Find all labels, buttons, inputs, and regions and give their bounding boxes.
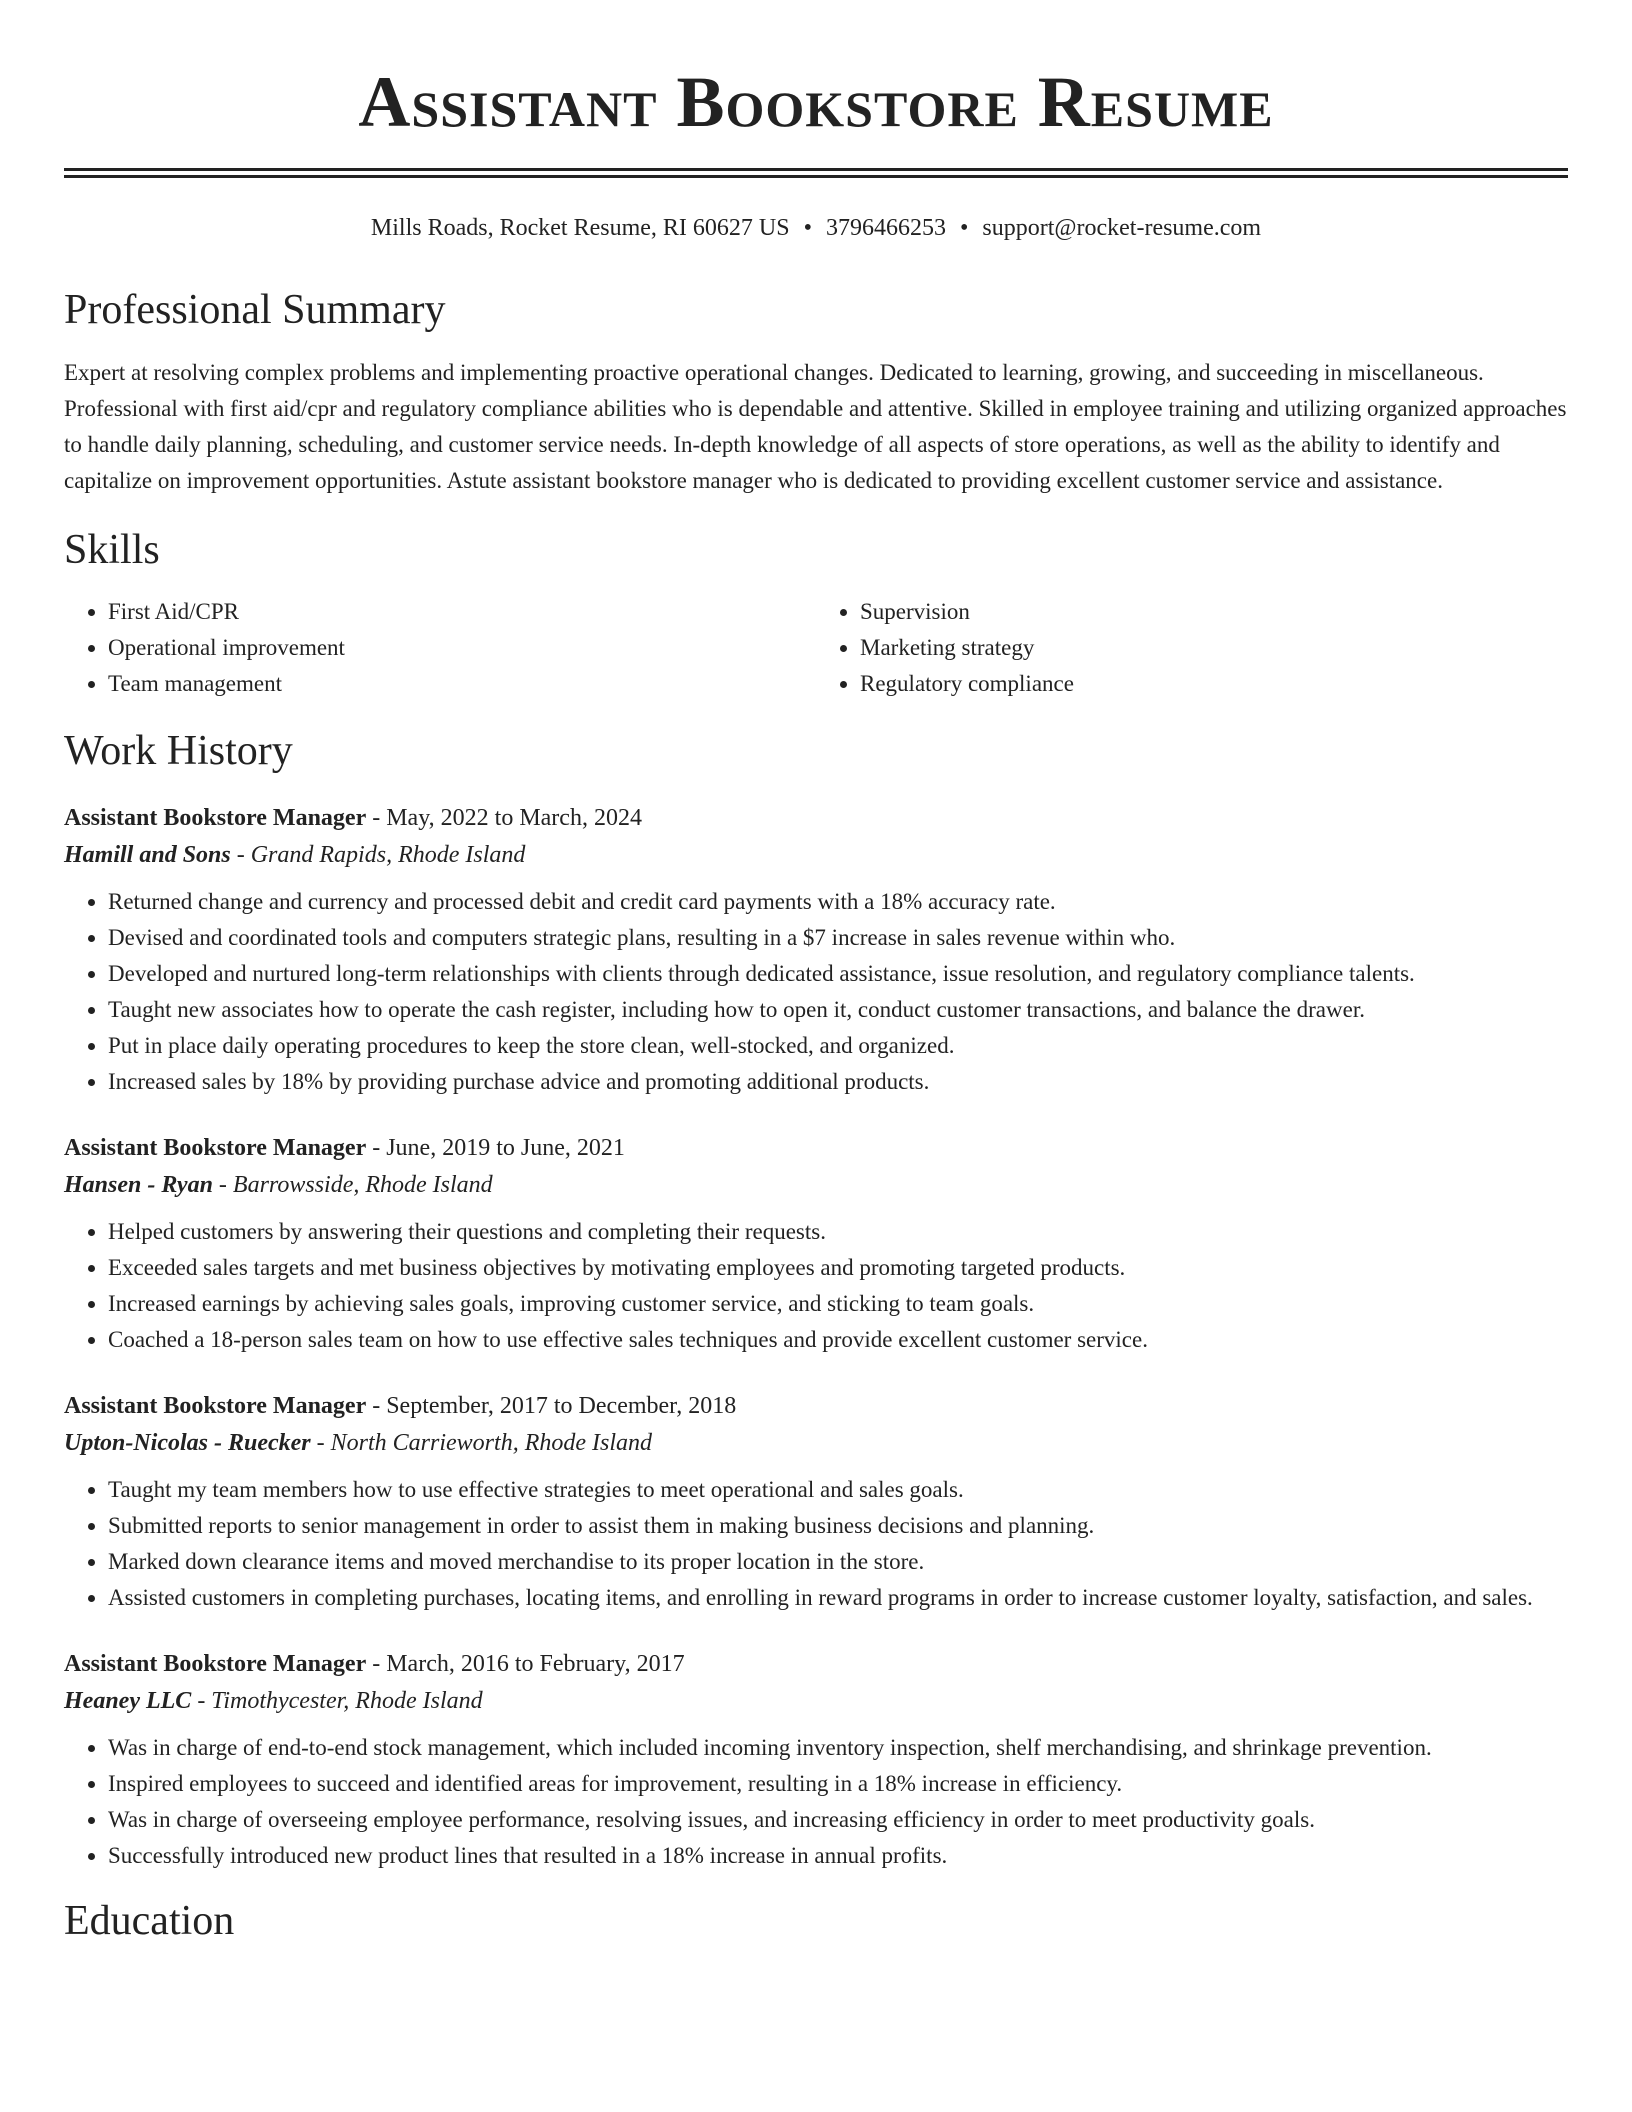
job-bullet: • Was in charge of overseeing employee performance, resolving issues, and increasing efficiency in order to meet productivity goals. xyxy=(108,1802,1568,1838)
job-title-line xyxy=(64,800,1568,836)
job-location: - North Carrieworth, Rhode Island xyxy=(310,1429,652,1456)
job-role: Assistant Bookstore Manager xyxy=(64,1392,367,1419)
job-company: Hamill and Sons xyxy=(64,841,231,868)
skill-item: • Team management xyxy=(108,666,816,702)
job-location: - Grand Rapids, Rhode Island xyxy=(230,841,526,868)
job-location: - Barrowsside, Rhode Island xyxy=(212,1171,493,1198)
job-location: - Timothycester, Rhode Island xyxy=(191,1687,483,1714)
job-entry xyxy=(64,800,1568,1100)
job-entry xyxy=(64,1646,1568,1874)
skills-heading: Skills xyxy=(64,527,160,574)
job-dates: - September, 2017 to December, 2018 xyxy=(366,1392,737,1419)
job-bullet: • Returned change and currency and processed debit and credit card payments with a 18% accuracy rate. xyxy=(108,884,1568,920)
job-bullets xyxy=(64,884,1568,1100)
job-bullet: • Developed and nurtured long-term relationships with clients through dedicated assistance, issue resolution, and regulatory compliance talents. xyxy=(108,956,1568,992)
skills-section xyxy=(64,525,1568,701)
job-role: Assistant Bookstore Manager xyxy=(64,804,367,831)
job-company: Upton-Nicolas - Ruecker xyxy=(64,1429,311,1456)
job-title-line xyxy=(64,1130,1568,1166)
job-company-line xyxy=(64,836,1568,874)
contact-line xyxy=(64,214,1568,243)
job-company: Heaney LLC xyxy=(64,1687,192,1714)
job-dates: - May, 2022 to March, 2024 xyxy=(366,804,642,831)
contact-email: support@rocket-resume.com xyxy=(982,215,1262,241)
job-company: Hansen - Ryan xyxy=(64,1171,213,1198)
job-bullet: • Put in place daily operating procedures to keep the store clean, well-stocked, and organized. xyxy=(108,1028,1568,1064)
summary-section xyxy=(64,285,1568,499)
job-title-line xyxy=(64,1388,1568,1424)
contact-address: Mills Roads, Rocket Resume, RI 60627 US xyxy=(370,215,790,241)
education-section xyxy=(64,1896,1568,1946)
skill-item: • Supervision xyxy=(860,594,1568,630)
summary-heading: Professional Summary xyxy=(64,286,446,333)
page-title: Assistant Bookstore Resume xyxy=(358,62,1274,142)
summary-text: Expert at resolving complex problems and implementing proactive operational changes. Dedicated to learning, growing, and succeeding in miscellaneous. Professional with first aid/cpr and regulatory compliance abilities who is dependable and attentive. Skilled in employee training and utilizing organized approaches to handle daily planning, scheduling, and customer service needs. In-depth knowledge of all aspects of store operations, as well as the ability to identify and capitalize on improvement opportunities. Astute assistant bookstore manager who is dedicated to providing excellent customer service and assistance. xyxy=(64,360,1567,494)
job-bullet: • Assisted customers in completing purchases, locating items, and enrolling in reward programs in order to increase customer loyalty, satisfaction, and sales. xyxy=(108,1580,1568,1616)
job-bullet: • Marked down clearance items and moved merchandise to its proper location in the store. xyxy=(108,1544,1568,1580)
job-bullet: • Exceeded sales targets and met business objectives by motivating employees and promoting targeted products. xyxy=(108,1250,1568,1286)
job-entry xyxy=(64,1388,1568,1616)
job-entry xyxy=(64,1130,1568,1358)
job-bullet: • Increased sales by 18% by providing purchase advice and promoting additional products. xyxy=(108,1064,1568,1100)
job-bullet: • Coached a 18-person sales team on how to use effective sales techniques and provide excellent customer service. xyxy=(108,1322,1568,1358)
job-bullet: • Inspired employees to succeed and identified areas for improvement, resulting in a 18% increase in efficiency. xyxy=(108,1766,1568,1802)
job-bullets xyxy=(64,1214,1568,1358)
skill-item: • Marketing strategy xyxy=(860,630,1568,666)
job-bullets xyxy=(64,1730,1568,1874)
job-bullet: • Devised and coordinated tools and computers strategic plans, resulting in a $7 increase in sales revenue within who. xyxy=(108,920,1568,956)
job-dates: - June, 2019 to June, 2021 xyxy=(366,1134,625,1161)
skills-grid xyxy=(64,594,1568,702)
job-title-line xyxy=(64,1646,1568,1682)
job-bullet: • Submitted reports to senior management in order to assist them in making business decisions and planning. xyxy=(108,1508,1568,1544)
job-bullet: • Increased earnings by achieving sales goals, improving customer service, and sticking to team goals. xyxy=(108,1286,1568,1322)
job-bullet: • Was in charge of end-to-end stock management, which included incoming inventory inspection, shelf merchandising, and shrinkage prevention. xyxy=(108,1730,1568,1766)
job-bullets xyxy=(64,1472,1568,1616)
work-history-section xyxy=(64,726,1568,1874)
education-heading: Education xyxy=(64,1897,235,1944)
skill-item: • First Aid/CPR xyxy=(108,594,816,630)
job-company-line xyxy=(64,1682,1568,1720)
job-bullet: • Taught new associates how to operate the cash register, including how to open it, conduct customer transactions, and balance the drawer. xyxy=(108,992,1568,1028)
job-dates: - March, 2016 to February, 2017 xyxy=(366,1650,685,1677)
job-company-line xyxy=(64,1166,1568,1204)
skills-column-right xyxy=(816,594,1568,702)
job-bullet: • Successfully introduced new product lines that resulted in a 18% increase in annual profits. xyxy=(108,1838,1568,1874)
skills-column-left xyxy=(64,594,816,702)
job-bullet: • Taught my team members how to use effective strategies to meet operational and sales goals. xyxy=(108,1472,1568,1508)
job-role: Assistant Bookstore Manager xyxy=(64,1134,367,1161)
contact-separator: • xyxy=(803,215,812,241)
job-bullet: • Helped customers by answering their questions and completing their requests. xyxy=(108,1214,1568,1250)
job-role: Assistant Bookstore Manager xyxy=(64,1650,367,1677)
contact-separator: • xyxy=(959,215,969,241)
work-history-heading: Work History xyxy=(64,727,293,774)
job-company-line xyxy=(64,1424,1568,1462)
skill-item: • Regulatory compliance xyxy=(860,666,1568,702)
title-divider xyxy=(64,168,1568,178)
skill-item: • Operational improvement xyxy=(108,630,816,666)
contact-phone: 3796466253 xyxy=(825,215,946,241)
